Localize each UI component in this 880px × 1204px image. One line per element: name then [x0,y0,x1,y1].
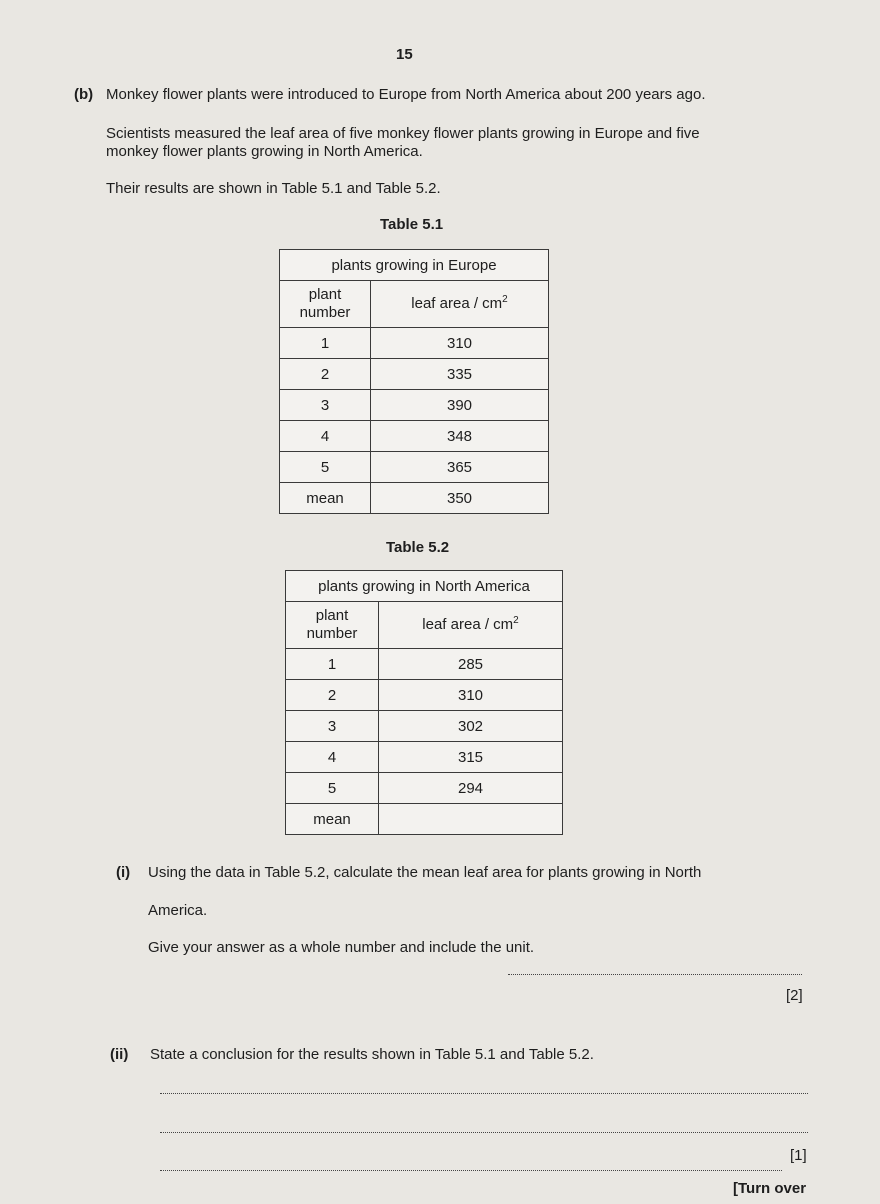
col-label-superscript: 2 [502,294,508,305]
question-i-line1: Using the data in Table 5.2, calculate the mean leaf area for plants growing in North [148,864,702,881]
question-ii-text: State a conclusion for the results shown in Table 5.1 and Table 5.2. [150,1046,594,1063]
mean-label-cell: mean [280,483,371,514]
col-label-line2: number [306,625,358,642]
answer-line-i[interactable] [508,974,802,975]
question-i-line2: America. [148,902,208,919]
leaf-area-cell: 310 [371,328,549,359]
table-5-2-col-plant-number [286,602,379,649]
leaf-area-cell: 310 [379,680,563,711]
plant-number-cell: 4 [286,742,379,773]
table-row [286,680,563,711]
table-5-2-header: plants growing in North America [286,571,563,602]
table-row [286,742,563,773]
plant-number-cell: 3 [286,711,379,742]
question-i-label: (i) [116,864,131,881]
leaf-area-cell: 285 [379,649,563,680]
leaf-area-cell: 390 [371,390,549,421]
question-ii-label: (ii) [110,1046,129,1063]
col-label-line1: plant [308,286,342,303]
table-5-2 [285,570,563,835]
table-5-1-col-plant-number [280,281,371,328]
table-row [280,390,549,421]
plant-number-cell: 2 [280,359,371,390]
leaf-area-cell: 302 [379,711,563,742]
part-b-results: Their results are shown in Table 5.1 and Table 5.2. [106,180,441,197]
table-row [280,452,549,483]
table-5-1 [279,249,549,514]
part-b-method-line2: monkey flower plants growing in North America. [106,143,423,160]
table-row [280,328,549,359]
table-5-2-col-leaf-area [379,602,563,649]
table-5-1-col-leaf-area [371,281,549,328]
part-b-method-line1: Scientists measured the leaf area of five monkey flower plants growing in Europe and five [106,125,700,142]
table-row [286,773,563,804]
answer-line-ii-2[interactable] [160,1132,808,1133]
question-i-instruction: Give your answer as a whole number and include the unit. [148,939,535,956]
col-label-text: leaf area / cm [422,616,514,633]
plant-number-cell: 3 [280,390,371,421]
table-row [286,711,563,742]
plant-number-cell: 1 [280,328,371,359]
table-row-mean [280,483,549,514]
page-number: 15 [396,46,413,63]
col-label-text: leaf area / cm [411,295,503,312]
table-5-1-caption: Table 5.1 [380,216,444,233]
table-5-1-header: plants growing in Europe [280,250,549,281]
turn-over-label: [Turn over [733,1180,807,1197]
leaf-area-cell: 315 [379,742,563,773]
leaf-area-cell: 348 [371,421,549,452]
leaf-area-cell: 335 [371,359,549,390]
plant-number-cell: 4 [280,421,371,452]
plant-number-cell: 2 [286,680,379,711]
question-i-marks: [2] [786,987,803,1004]
plant-number-cell: 5 [280,452,371,483]
mean-value-cell: 350 [371,483,549,514]
part-b-label: (b) [74,86,94,103]
table-row-mean [286,804,563,835]
answer-line-ii-3[interactable] [160,1170,782,1171]
table-row [280,359,549,390]
table-5-2-caption: Table 5.2 [386,539,450,556]
plant-number-cell: 1 [286,649,379,680]
mean-answer-cell[interactable] [379,804,563,835]
mean-label-cell: mean [286,804,379,835]
col-label-line2: number [299,304,351,321]
col-label-line1: plant [315,607,349,624]
col-label-superscript: 2 [513,615,519,626]
question-ii-marks: [1] [790,1147,807,1164]
table-row [286,649,563,680]
leaf-area-cell: 294 [379,773,563,804]
table-row [280,421,549,452]
part-b-intro: Monkey flower plants were introduced to Europe from North America about 200 years ago. [106,86,706,103]
answer-line-ii-1[interactable] [160,1093,808,1094]
leaf-area-cell: 365 [371,452,549,483]
plant-number-cell: 5 [286,773,379,804]
